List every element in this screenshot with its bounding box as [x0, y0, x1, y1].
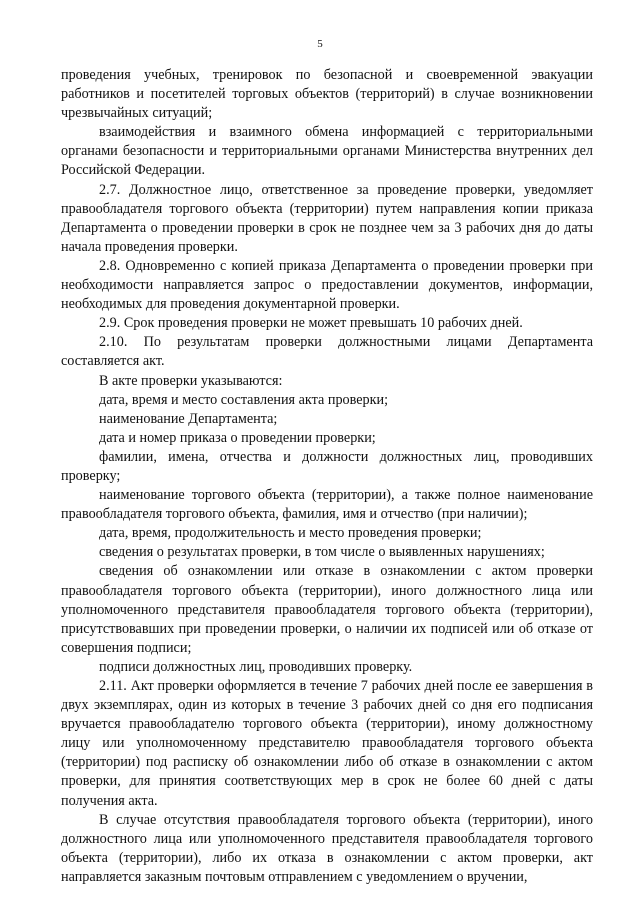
paragraph: 2.8. Одновременно с копией приказа Департамента о проведении проверки при необходимости направляется запрос о предоставлении документов, информации, необходимых для проведения документарной проверки. [61, 257, 593, 313]
paragraph: 2.9. Срок проведения проверки не может превышать 10 рабочих дней. [99, 315, 523, 332]
document-body [61, 66, 593, 887]
paragraph: взаимодействия и взаимного обмена информацией с территориальными органами безопасности и территориальными органами Министерства внутренних дел Российской Федерации. [61, 124, 593, 179]
paragraph: сведения о результатах проверки, в том числе о выявленных нарушениях; [99, 544, 545, 561]
page-number: 5 [317, 38, 323, 50]
paragraph: наименование Департамента; [99, 410, 278, 427]
paragraph: фамилии, имена, отчества и должности должностных лиц, проводивших проверку; [61, 448, 593, 484]
paragraph: дата, время и место составления акта проверки; [99, 391, 389, 408]
paragraph: 2.7. Должностное лицо, ответственное за проведение проверки, уведомляет правообладателя торгового объекта (территории) путем направления копии приказа Департамента о проведении проверки в срок не позднее чем за 3 рабочих дня до даты начала проведения проверки. [61, 181, 593, 255]
paragraph: сведения об ознакомлении или отказе в ознакомлении с актом проверки правообладателя торгового объекта (территории), иного должностного лица или уполномоченного представителя правообладателя торгового объекта (территории), присутствовавших при проведении проверки, о наличии их подписей или об отказе от совершения подписи; [61, 563, 593, 656]
paragraph: 2.11. Акт проверки оформляется в течение 7 рабочих дней после ее завершения в двух экземплярах, один из которых в течение 3 рабочих дней со дня его подписания вручается правообладателю торгового объекта (территории), иному должностному лицу или уполномоченному представителю правообладателя торгового объекта (территории) под расписку об ознакомлении либо об отказе в ознакомлении с актом проверки, для принятия соответствующих мер в срок не более 60 дней с даты получения акта. [61, 678, 593, 809]
paragraph: наименование торгового объекта (территории), а также полное наименование правообладателя торгового объекта, фамилия, имя и отчество (при наличии); [61, 487, 593, 523]
paragraph: дата, время, продолжительность и место проведения проверки; [99, 525, 482, 542]
paragraph: проведения учебных, тренировок по безопасной и своевременной эвакуации работников и посетителей торговых объектов (территорий) в случае возникновении чрезвычайных ситуаций; [61, 67, 593, 122]
paragraph: подписи должностных лиц, проводивших проверку. [99, 658, 413, 675]
paragraph: В акте проверки указываются: [99, 372, 283, 389]
paragraph: 2.10. По результатам проверки должностными лицами Департамента составляется акт. [61, 334, 593, 370]
paragraph: дата и номер приказа о проведении проверки; [99, 429, 376, 446]
paragraph: В случае отсутствия правообладателя торгового объекта (территории), иного должностного лица или уполномоченного представителя правообладателя торгового объекта (территории), либо их отказа в ознакомлении с актом проверки, акт направляется заказным почтовым отправлением с уведомлением о вручении, [61, 811, 593, 885]
